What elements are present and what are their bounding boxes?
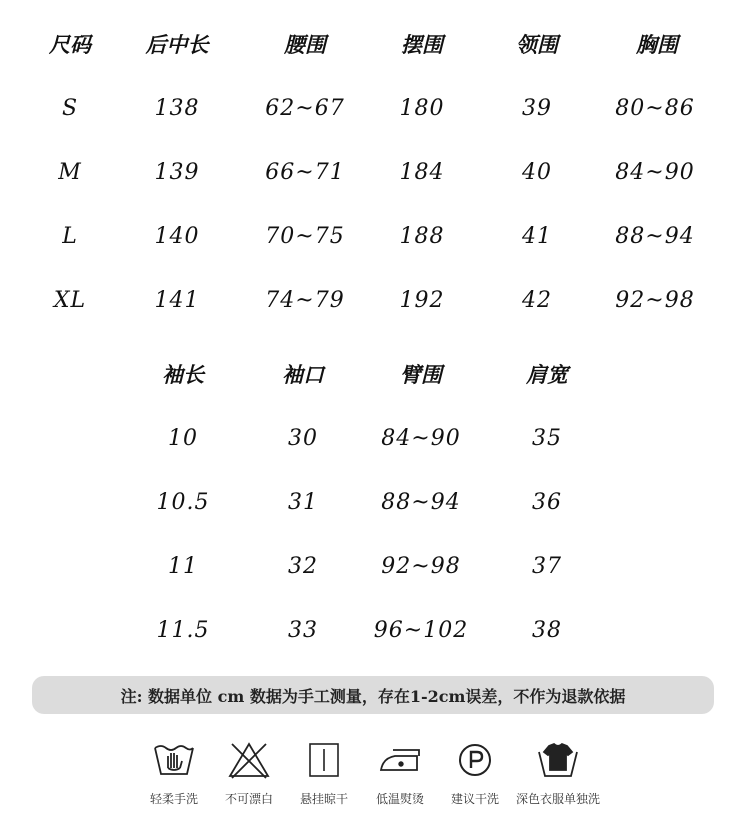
table-cell: 74~79 xyxy=(265,288,345,313)
header-size: 尺码 xyxy=(49,32,91,57)
table-cell: 42 xyxy=(522,288,552,313)
table-cell: M xyxy=(58,160,82,185)
table-cell: 40 xyxy=(522,160,552,185)
table-cell: 11.5 xyxy=(156,618,210,643)
care-item-wash-separately xyxy=(508,740,608,807)
table-cell: 35 xyxy=(532,426,562,451)
header-chest: 胸围 xyxy=(636,32,678,57)
table-cell: 188 xyxy=(399,224,445,249)
wash-separately-icon xyxy=(535,740,581,780)
no-bleach-icon xyxy=(226,740,272,780)
header-neck: 领围 xyxy=(516,32,558,57)
table-cell: 141 xyxy=(154,288,200,313)
header-hem: 摆围 xyxy=(401,32,443,57)
table-cell: 33 xyxy=(288,618,318,643)
table-cell: 140 xyxy=(154,224,200,249)
table-cell: 96~102 xyxy=(373,618,469,643)
table-cell: 11 xyxy=(168,554,198,579)
care-label: 轻柔手洗 xyxy=(149,792,198,806)
header-arm: 臂围 xyxy=(400,362,442,387)
care-label: 不可漂白 xyxy=(224,792,273,806)
header-back-length: 后中长 xyxy=(145,32,209,57)
table-cell: 10.5 xyxy=(156,490,210,515)
table-cell: XL xyxy=(53,288,87,313)
measurement-note: 注: 数据单位 cm 数据为手工测量，存在1-2cm误差，不作为退款依据 xyxy=(32,676,714,714)
table-cell: 180 xyxy=(399,96,445,121)
table-cell: 36 xyxy=(532,490,562,515)
dry-clean-p-icon xyxy=(452,740,498,780)
table-cell: 37 xyxy=(532,554,562,579)
low-iron-icon xyxy=(377,740,423,780)
table-cell: S xyxy=(61,96,79,121)
table-cell: 80~86 xyxy=(615,96,695,121)
table-cell: 70~75 xyxy=(265,224,345,249)
table-cell: 84~90 xyxy=(615,160,695,185)
table-cell: 88~94 xyxy=(615,224,695,249)
hand-wash-icon xyxy=(151,740,197,780)
table-cell: 84~90 xyxy=(381,426,461,451)
header-sleeve-length: 袖长 xyxy=(162,362,204,387)
care-label: 深色衣服单独洗 xyxy=(515,792,600,806)
table-cell: 31 xyxy=(288,490,318,515)
table-cell: 32 xyxy=(288,554,318,579)
hang-dry-icon xyxy=(301,740,347,780)
table-cell: 38 xyxy=(532,618,562,643)
table-cell: 88~94 xyxy=(381,490,461,515)
table-cell: 10 xyxy=(168,426,198,451)
table-cell: 92~98 xyxy=(381,554,461,579)
table-cell: 138 xyxy=(154,96,200,121)
table-cell: 62~67 xyxy=(265,96,345,121)
table-cell: 92~98 xyxy=(615,288,695,313)
care-label: 悬挂晾干 xyxy=(299,792,348,806)
table-cell: 41 xyxy=(522,224,552,249)
table-cell: 30 xyxy=(288,426,318,451)
table-cell: 139 xyxy=(154,160,200,185)
care-label: 低温熨烫 xyxy=(375,792,424,806)
care-label: 建议干洗 xyxy=(450,792,499,806)
header-waist: 腰围 xyxy=(284,32,326,57)
table-cell: 192 xyxy=(399,288,445,313)
header-shoulder: 肩宽 xyxy=(526,362,568,387)
table-cell: 66~71 xyxy=(265,160,345,185)
header-cuff: 袖口 xyxy=(282,362,324,387)
table-cell: 184 xyxy=(399,160,445,185)
table-cell: 39 xyxy=(522,96,552,121)
table-cell: L xyxy=(62,224,78,249)
